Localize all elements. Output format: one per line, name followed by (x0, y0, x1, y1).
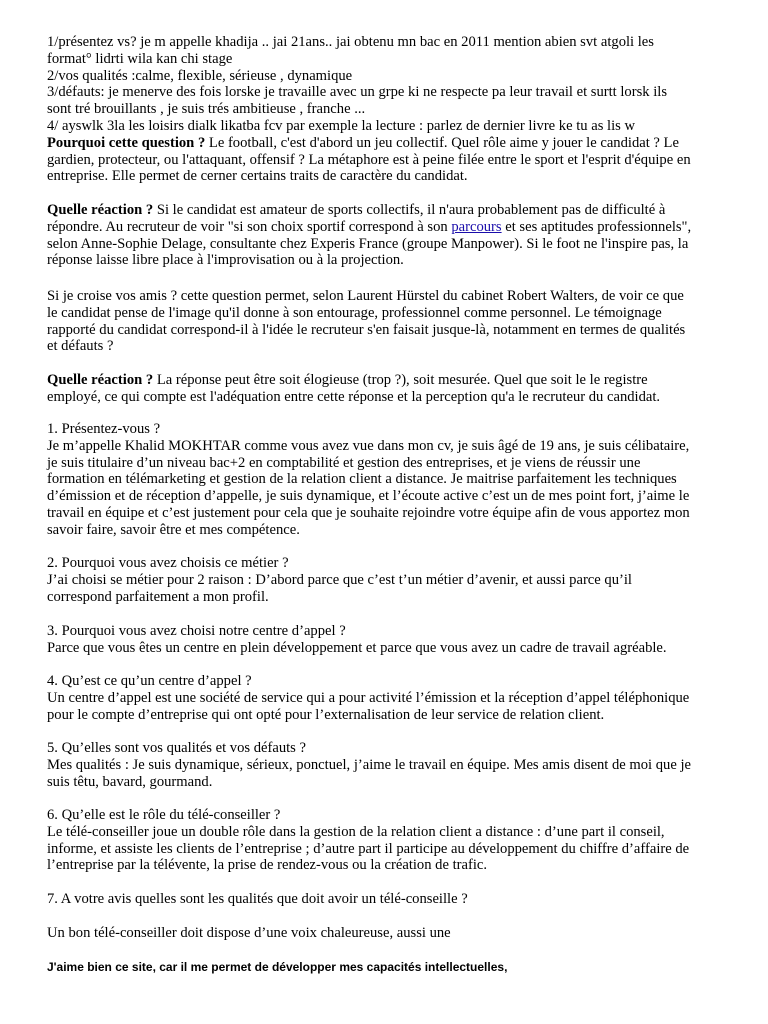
qa-item-6 (47, 807, 737, 874)
intro-line: 4/ ayswlk 3la les loisirs dialk likatba fcv par exemple la lecture : parlez de dernier livre ke tu as lis w (47, 117, 636, 134)
intro-line: 3/défauts: je menerve des fois lorske je travaille avec un grpe ki ne respecte pa leur travail et surtt lorsk ils (47, 84, 668, 101)
reaction-label: Quelle réaction ? (47, 202, 154, 218)
footer-note: J'aime bien ce site, car il me permet de développer mes capacités intellectuelles, (47, 960, 508, 974)
qa-answer-line: travail en équipe et c’est justement pour cela que je souhaite rejoindre votre équipe afin de vous apportez mon (47, 504, 690, 521)
q7-answer: Un bon télé-conseiller doit dispose d’une voix chaleureuse, aussi une (47, 925, 451, 941)
qa-answer-line: savoir faire, savoir être et mes compétence. (47, 521, 300, 538)
qa-answer-line: Un centre d’appel est une société de service qui a pour activité l’émission et la réception d’appel téléphonique (47, 689, 690, 706)
qa-item-5 (47, 740, 737, 790)
qa-answer-line: formation en télémarketing et gestion de la relation client a distance. Je maitrise parfaitement les techniques (47, 471, 677, 488)
amis-paragraph: Si je croise vos amis ? cette question permet, selon Laurent Hürstel du cabinet Robert Walters, de voir ce que le candidat pense de l'image qu'il donne à son entourage, professionnel comme personnel. Le témoignage rapporté du candidat correspond-il à l'idée le recruteur s'en faisait jusque-là, notamment en termes de qualités et défauts ? (47, 288, 686, 355)
qa-answer-line: informe, et assiste les clients de l’entreprise ; d’autre part il participe au développement du chiffre d’affaire de (47, 840, 690, 857)
qa-question: 3. Pourquoi vous avez choisi notre centre d’appel ? (47, 623, 346, 639)
qa-item-7 (47, 891, 737, 908)
qa-answer-line: Je m’appelle Khalid MOKHTAR comme vous avez vue dans mon cv, je suis âgé de 19 ans, je suis célibataire, (47, 437, 690, 454)
qa-question: 6. Qu’elle est le rôle du télé-conseiller ? (47, 807, 281, 823)
qa-answer-line: Mes qualités : Je suis dynamique, sérieux, ponctuel, j’aime le travail en équipe. Mes amis disent de moi que je (47, 756, 691, 773)
reaction-paragraph-2: Quelle réaction ? La réponse peut être soit élogieuse (trop ?), soit mesurée. Quel que soit le le registre employé, ce qui compte est l'adéquation entre cette réponse et la perception qu'a le recruteur du candidat. (47, 372, 661, 405)
qa-question: 1. Présentez-vous ? (47, 421, 161, 437)
intro-line: 2/vos qualités :calme, flexible, sérieuse , dynamique (47, 67, 353, 84)
intro-line: sont tré brouillants , je suis trés ambitieuse , franche ... (47, 101, 366, 118)
qa-answer-line: J’ai choisi se métier pour 2 raison : D’abord parce que c’est t’un métier d’avenir, et aussi parce qu’il (47, 571, 632, 588)
question-label: Pourquoi cette question ? (47, 134, 206, 151)
intro-line: gardien, protecteur, ou l'attaquant, offensif ? La métaphore est à peine filée entre le sport et l'esprit d'équipe en (47, 151, 691, 168)
qa-item-4 (47, 673, 737, 723)
qa-answer-line: je suis titulaire d’un niveau bac+2 en comptabilité et gestion des entreprises, et je viens de réussir une (47, 454, 641, 471)
qa-question: 2. Pourquoi vous avez choisis ce métier ? (47, 555, 289, 571)
qa-answer-line: d’émission et de réception d’appelle, je suis dynamique, et l’écoute active c’est un de mes point fort, j’aime le (47, 488, 690, 505)
intro-line: entreprise. Elle permet de cerner certains traits de caractère du candidat. (47, 168, 468, 185)
intro-block (47, 34, 737, 185)
qa-item-1 (47, 421, 737, 539)
qa-answer-line: suis têtu, bavard, gourmand. (47, 773, 213, 790)
qa-question: 5. Qu’elles sont vos qualités et vos défauts ? (47, 740, 306, 756)
qa-item-3 (47, 623, 737, 657)
reaction-label: Quelle réaction ? (47, 372, 154, 388)
qa-question: 4. Qu’est ce qu’un centre d’appel ? (47, 673, 252, 689)
qa-question: 7. A votre avis quelles sont les qualités que doit avoir un télé-conseille ? (47, 891, 468, 907)
qa-answer-line: Le télé-conseiller joue un double rôle dans la gestion de la relation client a distance : d’une part il conseil, (47, 823, 665, 840)
qa-answer-line: pour le compte d’entreprise qui ont opté pour l’externalisation de leur service de relation client. (47, 706, 605, 723)
parcours-link[interactable]: parcours (451, 218, 502, 235)
qa-answer-line: Parce que vous êtes un centre en plein développement et parce que vous avez un cadre de travail agréable. (47, 639, 667, 656)
intro-line: 1/présentez vs? je m appelle khadija .. jai 21ans.. jai obtenu mn bac en 2011 mention abien svt atgoli les (47, 34, 654, 50)
qa-answer-line: correspond parfaitement a mon profil. (47, 588, 269, 605)
intro-question-line: Pourquoi cette question ? Le football, c'est d'abord un jeu collectif. Quel rôle aime y jouer le candidat ? Le (47, 134, 679, 151)
intro-line: format° lidrti wila kan chi stage (47, 50, 233, 67)
reaction-paragraph-1: Quelle réaction ? Si le candidat est amateur de sports collectifs, il n'aura probablement pas de difficulté à répondre. Au recruteur de voir "si son choix sportif correspond à son parcours et ses aptitudes professionnels", selon Anne-Sophie Delage, consultante chez Experis France (groupe Manpower). Si le foot ne l'inspire pas, la réponse laisse libre place à l'improvisation ou à la projection. (47, 202, 692, 269)
qa-item-2 (47, 555, 737, 605)
qa-answer-line: l’entreprise par la télévente, la prise de rendez-vous ou la création de trafic. (47, 857, 488, 874)
